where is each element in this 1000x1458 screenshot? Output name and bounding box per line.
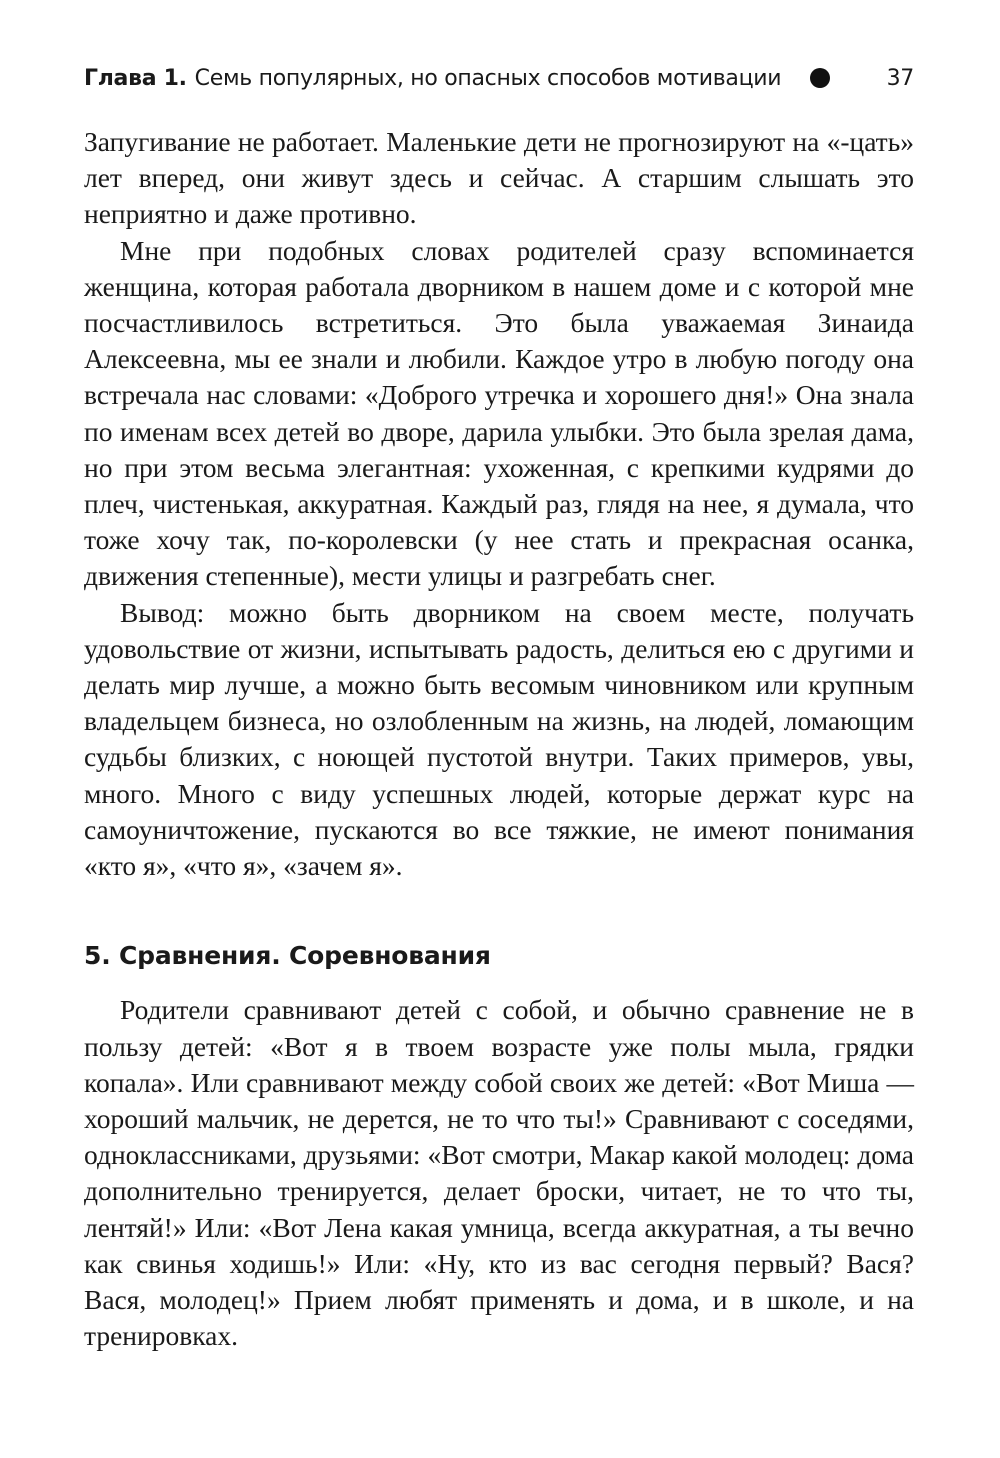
paragraph-1: Запугивание не работает. Маленькие дети не прогнозируют на «-цать» лет вперед, они живут здесь и сейчас. А старшим слышать это неприятно и даже противно. [84,126,914,230]
section-heading: 5. Сравнения. Соревнования [84,941,491,971]
paragraph-3: Вывод: можно быть дворником на своем месте, получать удовольствие от жизни, испытывать радость, делиться ею с другими и делать мир лучше, а можно быть весомым чиновником или крупным владельцем бизнеса, но озлобленным на жизнь, на людей, ломающим судьбы близких, с ноющей пустотой внутри. Таких примеров, увы, много. Много с виду успешных людей, которые держат курс на самоуничтожение, пускаются во все тяжкие, не имеют понимания «кто я», «что я», «зачем я». [84,596,914,882]
chapter-title: Семь популярных, но опасных способов мотивации [194,65,782,91]
chapter-label: Глава 1. [84,65,187,91]
page-number: 37 [886,65,914,91]
book-page [84,58,914,1355]
bullet-dot-icon [810,68,830,88]
paragraph-2: Мне при подобных словах родителей сразу вспоминается женщина, которая работала дворником в нашем доме и с которой мне посчастливилось встретиться. Это была уважаемая Зинаида Алексеевна, мы ее знали и любили. Каждое утро в любую погоду она встречала нас словами: «Доброго утречка и хорошего дня!» Она знала по именам всех детей во дворе, дарила улыбки. Это была зрелая дама, но при этом весьма элегантная: ухоженная, с крепкими кудрями до плеч, чистенькая, аккуратная. Каждый раз, глядя на нее, я думала, что тоже хочу так, по-королевски (у нее стать и прекрасная осанка, движения степенные), мести улицы и разгребать снег. [84,234,914,592]
paragraph-4: Родители сравнивают детей с собой, и обычно сравнение не в пользу детей: «Вот я в твоем возрасте уже полы мыла, грядки копала». Или сравнивают между собой своих же детей: «Вот Миша — хороший мальчик, не дерется, не то что ты!» Сравнивают с соседями, одноклассниками, друзьями: «Вот смотри, Макар какой молодец: дома дополнительно тренируется, делает броски, читает, не то что ты, лентяй!» Или: «Вот Лена какая умница, всегда аккуратная, а ты вечно как свинья ходишь!» Или: «Ну, кто из вас сегодня первый? Вася? Вася, молодец!» Прием любят применять и дома, и в школе, и на тренировках. [84,994,914,1352]
body-text [84,124,914,1355]
running-header [84,58,914,98]
